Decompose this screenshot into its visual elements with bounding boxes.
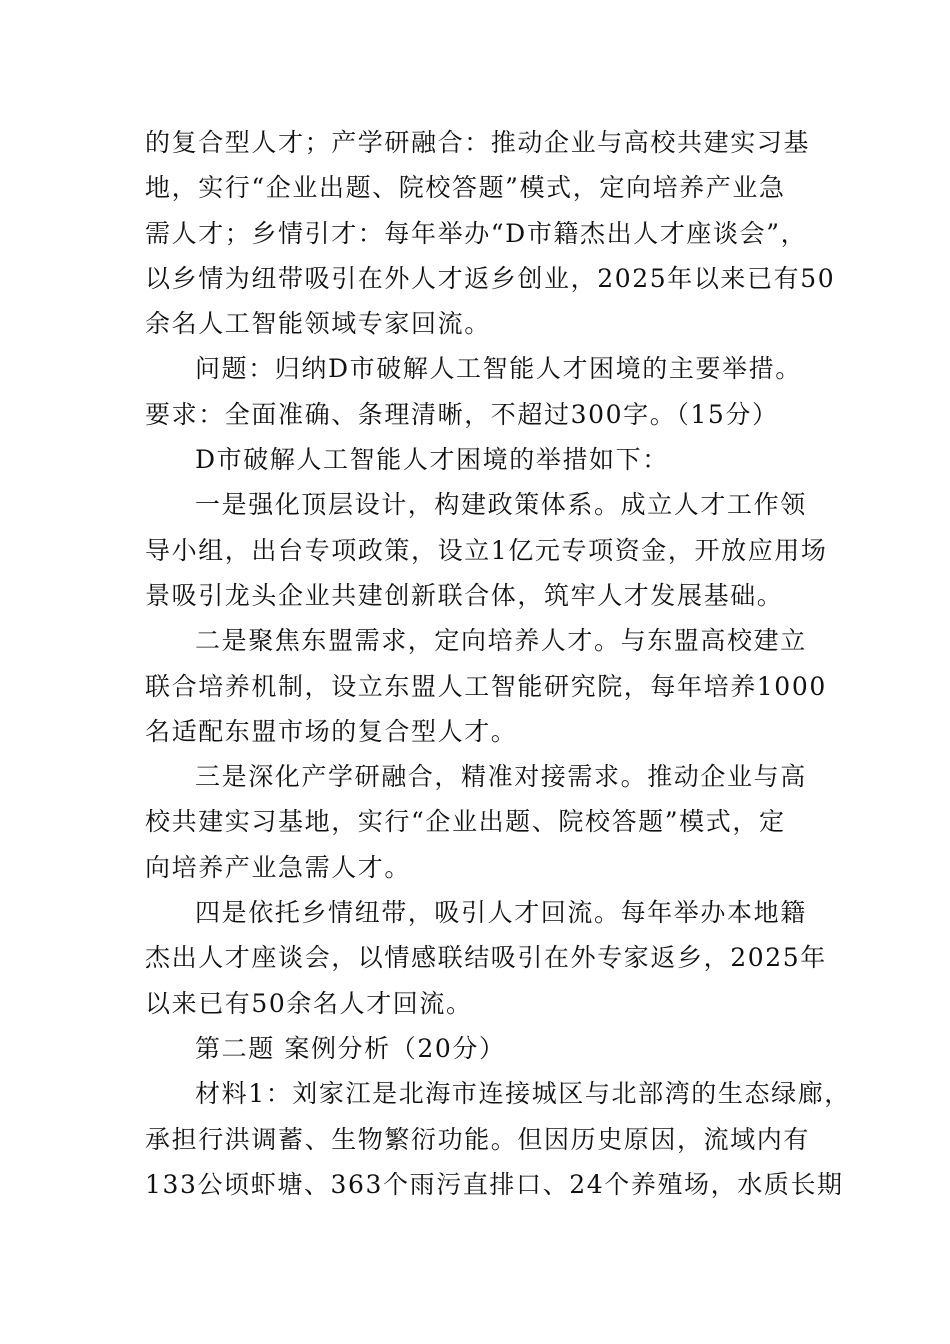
answer-point-line: 四是依托乡情纽带，吸引人才回流。每年举办本地籍: [195, 898, 807, 928]
answer-point-line: 三是深化产学研融合，精准对接需求。推动企业与高: [195, 762, 807, 792]
text-line: 地，实行“企业出题、院校答题”模式，定向培养产业急: [145, 173, 786, 203]
answer-intro-line: D市破解人工智能人才困境的举措如下：: [195, 445, 669, 475]
section-heading: 第二题 案例分析（20分）: [195, 1033, 506, 1063]
text-line: 以乡情为纽带吸引在外人才返乡创业，2025年以来已有50: [145, 263, 836, 293]
text-line: 余名人工智能领域专家回流。: [145, 309, 491, 339]
answer-point-line: 二是聚焦东盟需求，定向培养人才。与东盟高校建立: [195, 626, 807, 656]
text-line: 承担行洪调蓄、生物繁衍功能。但因历史原因，流域内有: [145, 1124, 811, 1154]
answer-point-line: 一是强化顶层设计，构建政策体系。成立人才工作领: [195, 490, 807, 520]
text-line: 导小组，出台专项政策，设立1亿元专项资金，开放应用场: [145, 535, 828, 565]
question-line: 问题：归纳D市破解人工智能人才困境的主要举措。: [195, 354, 802, 384]
text-line: 名适配东盟市场的复合型人才。: [145, 716, 518, 746]
text-line: 133公顷虾塘、363个雨污直排口、24个养殖场，水质长期: [145, 1169, 844, 1199]
text-line: 的复合型人才；产学研融合：推动企业与高校共建实习基: [145, 128, 811, 157]
text-line: 景吸引龙头企业共建创新联合体，筑牢人才发展基础。: [145, 580, 784, 610]
text-line: 联合培养机制，设立东盟人工智能研究院，每年培养1000: [145, 671, 827, 701]
text-line: 以来已有50余名人才回流。: [145, 988, 473, 1018]
text-line: 校共建实习基地，实行“企业出题、院校答题”模式，定: [145, 807, 786, 837]
material-line: 材料1：刘家江是北海市连接城区与北部湾的生态绿廊，: [195, 1079, 851, 1109]
text-line: 需人才；乡情引才：每年举办“D市籍杰出人才座谈会”，: [145, 218, 808, 248]
requirement-line: 要求：全面准确、条理清晰，不超过300字。（15分）: [145, 399, 779, 429]
text-line: 杰出人才座谈会，以情感联结吸引在外专家返乡，2025年: [145, 943, 827, 973]
text-line: 向培养产业急需人才。: [145, 852, 412, 882]
document-body: [145, 120, 851, 1207]
